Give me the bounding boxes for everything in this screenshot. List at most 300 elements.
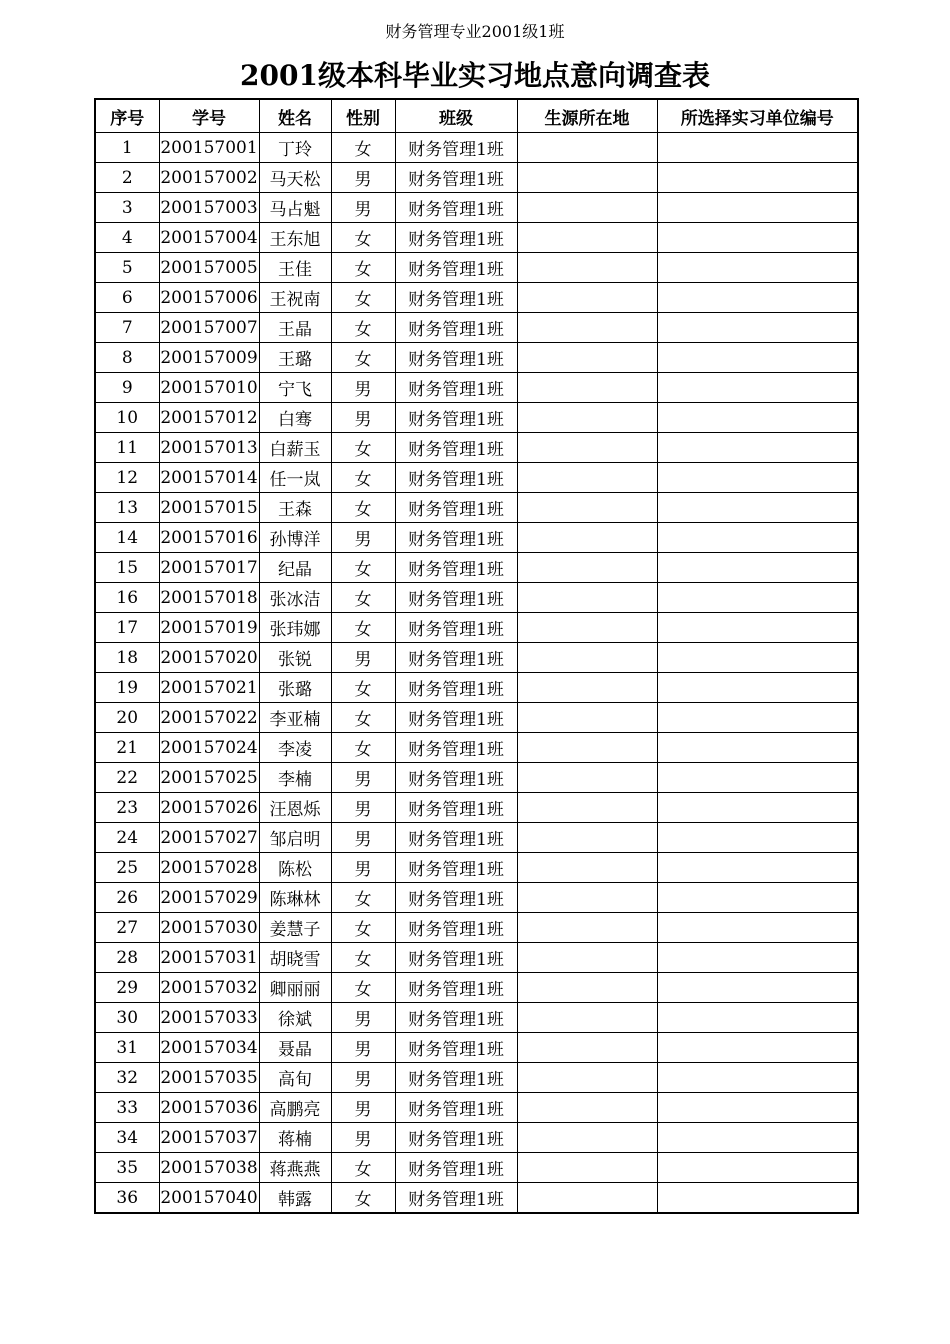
col-name-cell: 李楠 xyxy=(259,763,331,793)
col-origin-cell xyxy=(517,643,657,673)
col-name-cell: 蒋燕燕 xyxy=(259,1153,331,1183)
col-index-cell: 14 xyxy=(95,523,159,553)
col-name-cell: 陈松 xyxy=(259,853,331,883)
col-class-cell: 财务管理1班 xyxy=(395,343,517,373)
col-index-cell: 17 xyxy=(95,613,159,643)
col-gender-cell: 女 xyxy=(331,283,395,313)
col-origin-cell xyxy=(517,763,657,793)
col-name-cell: 姜慧子 xyxy=(259,913,331,943)
col-gender-cell: 男 xyxy=(331,763,395,793)
table-row xyxy=(95,463,858,493)
col-gender-cell: 男 xyxy=(331,403,395,433)
col-student-id-cell: 200157015 xyxy=(159,493,259,523)
col-name-cell: 蒋楠 xyxy=(259,1123,331,1153)
col-student-id-cell: 200157006 xyxy=(159,283,259,313)
table-row xyxy=(95,643,858,673)
col-internship-unit-cell xyxy=(657,403,858,433)
col-class-cell: 财务管理1班 xyxy=(395,1123,517,1153)
col-index-cell: 20 xyxy=(95,703,159,733)
col-origin-cell xyxy=(517,913,657,943)
col-origin-cell xyxy=(517,283,657,313)
page-title: 2001级本科毕业实习地点意向调查表 xyxy=(240,59,710,92)
col-name-cell: 宁飞 xyxy=(259,373,331,403)
col-origin-cell xyxy=(517,1003,657,1033)
col-name-cell: 孙博洋 xyxy=(259,523,331,553)
col-internship-unit-cell xyxy=(657,853,858,883)
table-row xyxy=(95,1033,858,1063)
col-internship-unit-cell xyxy=(657,1033,858,1063)
col-origin-cell xyxy=(517,583,657,613)
col-class-cell: 财务管理1班 xyxy=(395,973,517,1003)
col-student-id-cell: 200157018 xyxy=(159,583,259,613)
col-internship-unit-cell xyxy=(657,793,858,823)
col-name-cell: 王璐 xyxy=(259,343,331,373)
col-gender-cell: 男 xyxy=(331,1093,395,1123)
col-origin-cell xyxy=(517,373,657,403)
col-index-cell: 4 xyxy=(95,223,159,253)
col-index-cell: 30 xyxy=(95,1003,159,1033)
col-gender-cell: 女 xyxy=(331,343,395,373)
col-index-cell: 15 xyxy=(95,553,159,583)
col-student-id-cell: 200157029 xyxy=(159,883,259,913)
col-gender-cell: 女 xyxy=(331,733,395,763)
col-origin-cell xyxy=(517,853,657,883)
col-student-id-cell: 200157012 xyxy=(159,403,259,433)
col-class-cell: 财务管理1班 xyxy=(395,463,517,493)
col-internship-unit-cell xyxy=(657,943,858,973)
col-origin-cell xyxy=(517,883,657,913)
col-internship-unit-cell xyxy=(657,1093,858,1123)
col-class-cell: 财务管理1班 xyxy=(395,1093,517,1123)
table-row xyxy=(95,433,858,463)
col-internship-unit-cell xyxy=(657,1183,858,1214)
col-student-id-cell: 200157003 xyxy=(159,193,259,223)
table-row xyxy=(95,613,858,643)
col-class-cell: 财务管理1班 xyxy=(395,943,517,973)
table-row xyxy=(95,673,858,703)
col-index-cell: 6 xyxy=(95,283,159,313)
col-index-header: 序号 xyxy=(95,99,159,133)
col-internship-unit-cell xyxy=(657,283,858,313)
col-internship-unit-cell xyxy=(657,223,858,253)
col-gender-cell: 女 xyxy=(331,943,395,973)
col-name-cell: 汪恩烁 xyxy=(259,793,331,823)
col-gender-cell: 女 xyxy=(331,973,395,1003)
col-index-cell: 23 xyxy=(95,793,159,823)
col-student-id-cell: 200157014 xyxy=(159,463,259,493)
col-name-cell: 聂晶 xyxy=(259,1033,331,1063)
col-student-id-cell: 200157005 xyxy=(159,253,259,283)
col-gender-cell: 女 xyxy=(331,553,395,583)
table-row xyxy=(95,703,858,733)
col-internship-unit-cell xyxy=(657,583,858,613)
col-internship-unit-cell xyxy=(657,883,858,913)
col-gender-cell: 男 xyxy=(331,373,395,403)
col-origin-cell xyxy=(517,613,657,643)
col-gender-cell: 女 xyxy=(331,463,395,493)
col-student-id-cell: 200157036 xyxy=(159,1093,259,1123)
col-class-cell: 财务管理1班 xyxy=(395,553,517,583)
col-student-id-cell: 200157021 xyxy=(159,673,259,703)
col-gender-cell: 女 xyxy=(331,433,395,463)
table-row xyxy=(95,253,858,283)
col-class-cell: 财务管理1班 xyxy=(395,673,517,703)
col-gender-cell: 男 xyxy=(331,643,395,673)
col-index-cell: 9 xyxy=(95,373,159,403)
col-student-id-cell: 200157020 xyxy=(159,643,259,673)
col-index-cell: 22 xyxy=(95,763,159,793)
col-origin-cell xyxy=(517,223,657,253)
col-class-cell: 财务管理1班 xyxy=(395,823,517,853)
col-index-cell: 29 xyxy=(95,973,159,1003)
col-index-cell: 27 xyxy=(95,913,159,943)
col-origin-cell xyxy=(517,733,657,763)
col-origin-cell xyxy=(517,793,657,823)
col-index-cell: 35 xyxy=(95,1153,159,1183)
col-student-id-cell: 200157040 xyxy=(159,1183,259,1214)
col-class-cell: 财务管理1班 xyxy=(395,403,517,433)
col-student-id-cell: 200157004 xyxy=(159,223,259,253)
col-internship-unit-cell xyxy=(657,1063,858,1093)
col-class-cell: 财务管理1班 xyxy=(395,643,517,673)
col-name-cell: 白薪玉 xyxy=(259,433,331,463)
col-index-cell: 2 xyxy=(95,163,159,193)
col-student-id-cell: 200157026 xyxy=(159,793,259,823)
col-index-cell: 36 xyxy=(95,1183,159,1214)
col-student-id-cell: 200157032 xyxy=(159,973,259,1003)
col-student-id-cell: 200157007 xyxy=(159,313,259,343)
col-student-id-cell: 200157035 xyxy=(159,1063,259,1093)
col-name-cell: 王森 xyxy=(259,493,331,523)
col-name-cell: 王晶 xyxy=(259,313,331,343)
col-internship-unit-cell xyxy=(657,823,858,853)
table-row xyxy=(95,493,858,523)
col-internship-unit-cell xyxy=(657,493,858,523)
col-internship-unit-cell xyxy=(657,373,858,403)
table-row xyxy=(95,133,858,163)
col-origin-cell xyxy=(517,943,657,973)
col-gender-cell: 男 xyxy=(331,1033,395,1063)
col-name-cell: 高鹏亮 xyxy=(259,1093,331,1123)
col-gender-cell: 女 xyxy=(331,883,395,913)
col-gender-cell: 女 xyxy=(331,223,395,253)
col-class-cell: 财务管理1班 xyxy=(395,523,517,553)
table-row xyxy=(95,163,858,193)
col-gender-header: 性别 xyxy=(331,99,395,133)
col-internship-unit-cell xyxy=(657,763,858,793)
col-gender-cell: 男 xyxy=(331,163,395,193)
col-gender-cell: 女 xyxy=(331,253,395,283)
col-class-cell: 财务管理1班 xyxy=(395,883,517,913)
col-class-cell: 财务管理1班 xyxy=(395,193,517,223)
col-index-cell: 21 xyxy=(95,733,159,763)
col-student-id-cell: 200157002 xyxy=(159,163,259,193)
col-class-cell: 财务管理1班 xyxy=(395,793,517,823)
col-name-cell: 胡晓雪 xyxy=(259,943,331,973)
col-gender-cell: 女 xyxy=(331,583,395,613)
col-class-cell: 财务管理1班 xyxy=(395,763,517,793)
col-student-id-cell: 200157022 xyxy=(159,703,259,733)
table-row xyxy=(95,763,858,793)
col-student-id-cell: 200157024 xyxy=(159,733,259,763)
col-student-id-cell: 200157033 xyxy=(159,1003,259,1033)
col-internship-unit-cell xyxy=(657,193,858,223)
col-class-cell: 财务管理1班 xyxy=(395,1183,517,1214)
col-index-cell: 31 xyxy=(95,1033,159,1063)
col-student-id-cell: 200157028 xyxy=(159,853,259,883)
col-gender-cell: 女 xyxy=(331,313,395,343)
col-internship-unit-cell xyxy=(657,463,858,493)
col-index-cell: 3 xyxy=(95,193,159,223)
col-index-cell: 25 xyxy=(95,853,159,883)
col-name-cell: 邹启明 xyxy=(259,823,331,853)
col-internship-unit-cell xyxy=(657,643,858,673)
col-gender-cell: 男 xyxy=(331,193,395,223)
col-student-id-cell: 200157016 xyxy=(159,523,259,553)
col-class-header: 班级 xyxy=(395,99,517,133)
col-student-id-cell: 200157034 xyxy=(159,1033,259,1063)
col-index-cell: 8 xyxy=(95,343,159,373)
col-origin-cell xyxy=(517,1093,657,1123)
col-index-cell: 16 xyxy=(95,583,159,613)
col-name-cell: 张冰洁 xyxy=(259,583,331,613)
table-row xyxy=(95,553,858,583)
col-class-cell: 财务管理1班 xyxy=(395,703,517,733)
table-row xyxy=(95,943,858,973)
col-origin-cell xyxy=(517,703,657,733)
col-internship-unit-cell xyxy=(657,673,858,703)
col-name-cell: 王祝南 xyxy=(259,283,331,313)
table-row xyxy=(95,313,858,343)
col-origin-cell xyxy=(517,313,657,343)
col-gender-cell: 男 xyxy=(331,853,395,883)
col-index-cell: 11 xyxy=(95,433,159,463)
table-row xyxy=(95,913,858,943)
col-origin-cell xyxy=(517,1063,657,1093)
table-row xyxy=(95,1063,858,1093)
col-internship-unit-cell xyxy=(657,1123,858,1153)
col-class-cell: 财务管理1班 xyxy=(395,1033,517,1063)
col-name-cell: 丁玲 xyxy=(259,133,331,163)
table-row xyxy=(95,223,858,253)
col-origin-cell xyxy=(517,1183,657,1214)
col-student-id-header: 学号 xyxy=(159,99,259,133)
table-row xyxy=(95,193,858,223)
col-gender-cell: 女 xyxy=(331,133,395,163)
col-name-cell: 王佳 xyxy=(259,253,331,283)
col-class-cell: 财务管理1班 xyxy=(395,1063,517,1093)
col-gender-cell: 男 xyxy=(331,523,395,553)
col-class-cell: 财务管理1班 xyxy=(395,283,517,313)
col-index-cell: 33 xyxy=(95,1093,159,1123)
col-name-cell: 张璐 xyxy=(259,673,331,703)
col-class-cell: 财务管理1班 xyxy=(395,223,517,253)
col-origin-cell xyxy=(517,163,657,193)
col-student-id-cell: 200157017 xyxy=(159,553,259,583)
col-origin-cell xyxy=(517,193,657,223)
col-index-cell: 1 xyxy=(95,133,159,163)
col-index-cell: 24 xyxy=(95,823,159,853)
table-row xyxy=(95,523,858,553)
col-class-cell: 财务管理1班 xyxy=(395,373,517,403)
col-gender-cell: 女 xyxy=(331,703,395,733)
col-index-cell: 18 xyxy=(95,643,159,673)
col-index-cell: 26 xyxy=(95,883,159,913)
table-row xyxy=(95,733,858,763)
table-row xyxy=(95,883,858,913)
col-student-id-cell: 200157037 xyxy=(159,1123,259,1153)
col-origin-cell xyxy=(517,403,657,433)
col-origin-cell xyxy=(517,433,657,463)
col-origin-cell xyxy=(517,823,657,853)
col-name-cell: 徐斌 xyxy=(259,1003,331,1033)
col-index-cell: 32 xyxy=(95,1063,159,1093)
table-row xyxy=(95,403,858,433)
table-row xyxy=(95,1123,858,1153)
col-index-cell: 19 xyxy=(95,673,159,703)
col-origin-cell xyxy=(517,1033,657,1063)
col-name-cell: 任一岚 xyxy=(259,463,331,493)
col-name-cell: 纪晶 xyxy=(259,553,331,583)
col-class-cell: 财务管理1班 xyxy=(395,613,517,643)
col-gender-cell: 女 xyxy=(331,673,395,703)
col-origin-cell xyxy=(517,133,657,163)
col-student-id-cell: 200157013 xyxy=(159,433,259,463)
col-class-cell: 财务管理1班 xyxy=(395,493,517,523)
col-index-cell: 12 xyxy=(95,463,159,493)
col-internship-unit-cell xyxy=(657,523,858,553)
col-origin-header: 生源所在地 xyxy=(517,99,657,133)
col-internship-unit-header: 所选择实习单位编号 xyxy=(657,99,858,133)
col-origin-cell xyxy=(517,1153,657,1183)
col-internship-unit-cell xyxy=(657,913,858,943)
col-internship-unit-cell xyxy=(657,1003,858,1033)
col-internship-unit-cell xyxy=(657,253,858,283)
col-internship-unit-cell xyxy=(657,133,858,163)
table-row xyxy=(95,343,858,373)
col-origin-cell xyxy=(517,343,657,373)
col-student-id-cell: 200157019 xyxy=(159,613,259,643)
col-origin-cell xyxy=(517,493,657,523)
col-internship-unit-cell xyxy=(657,553,858,583)
col-index-cell: 7 xyxy=(95,313,159,343)
col-internship-unit-cell xyxy=(657,1153,858,1183)
col-internship-unit-cell xyxy=(657,733,858,763)
col-gender-cell: 男 xyxy=(331,823,395,853)
col-student-id-cell: 200157031 xyxy=(159,943,259,973)
col-origin-cell xyxy=(517,523,657,553)
col-gender-cell: 女 xyxy=(331,1183,395,1214)
col-gender-cell: 女 xyxy=(331,913,395,943)
col-origin-cell xyxy=(517,253,657,283)
col-class-cell: 财务管理1班 xyxy=(395,313,517,343)
col-name-cell: 马占魁 xyxy=(259,193,331,223)
col-student-id-cell: 200157010 xyxy=(159,373,259,403)
col-internship-unit-cell xyxy=(657,703,858,733)
col-class-cell: 财务管理1班 xyxy=(395,163,517,193)
col-student-id-cell: 200157038 xyxy=(159,1153,259,1183)
col-class-cell: 财务管理1班 xyxy=(395,913,517,943)
col-gender-cell: 女 xyxy=(331,613,395,643)
col-student-id-cell: 200157030 xyxy=(159,913,259,943)
table-row xyxy=(95,373,858,403)
page-header: 财务管理专业2001级1班 xyxy=(385,22,565,41)
table-row xyxy=(95,823,858,853)
col-gender-cell: 女 xyxy=(331,493,395,523)
col-student-id-cell: 200157025 xyxy=(159,763,259,793)
table-row xyxy=(95,583,858,613)
table-row xyxy=(95,1183,858,1214)
col-name-cell: 白骞 xyxy=(259,403,331,433)
col-class-cell: 财务管理1班 xyxy=(395,583,517,613)
col-class-cell: 财务管理1班 xyxy=(395,1153,517,1183)
col-index-cell: 34 xyxy=(95,1123,159,1153)
col-name-cell: 李亚楠 xyxy=(259,703,331,733)
col-gender-cell: 男 xyxy=(331,1123,395,1153)
col-name-cell: 张玮娜 xyxy=(259,613,331,643)
col-name-cell: 卿丽丽 xyxy=(259,973,331,1003)
col-student-id-cell: 200157001 xyxy=(159,133,259,163)
col-name-cell: 张锐 xyxy=(259,643,331,673)
col-gender-cell: 男 xyxy=(331,793,395,823)
col-name-cell: 李凌 xyxy=(259,733,331,763)
col-class-cell: 财务管理1班 xyxy=(395,1003,517,1033)
table-row xyxy=(95,283,858,313)
table-row xyxy=(95,793,858,823)
table-row xyxy=(95,1093,858,1123)
col-class-cell: 财务管理1班 xyxy=(395,853,517,883)
table-body xyxy=(95,133,858,1214)
col-origin-cell xyxy=(517,673,657,703)
col-student-id-cell: 200157009 xyxy=(159,343,259,373)
col-name-header: 姓名 xyxy=(259,99,331,133)
col-name-cell: 王东旭 xyxy=(259,223,331,253)
col-gender-cell: 女 xyxy=(331,1153,395,1183)
col-name-cell: 韩露 xyxy=(259,1183,331,1214)
col-class-cell: 财务管理1班 xyxy=(395,133,517,163)
survey-table xyxy=(94,98,859,1214)
col-gender-cell: 男 xyxy=(331,1063,395,1093)
col-student-id-cell: 200157027 xyxy=(159,823,259,853)
col-index-cell: 13 xyxy=(95,493,159,523)
col-internship-unit-cell xyxy=(657,343,858,373)
col-class-cell: 财务管理1班 xyxy=(395,253,517,283)
col-gender-cell: 男 xyxy=(331,1003,395,1033)
col-internship-unit-cell xyxy=(657,163,858,193)
header-row xyxy=(95,99,858,133)
table-row xyxy=(95,1003,858,1033)
col-origin-cell xyxy=(517,973,657,1003)
col-index-cell: 10 xyxy=(95,403,159,433)
col-internship-unit-cell xyxy=(657,313,858,343)
col-index-cell: 28 xyxy=(95,943,159,973)
col-origin-cell xyxy=(517,1123,657,1153)
table-row xyxy=(95,973,858,1003)
col-origin-cell xyxy=(517,463,657,493)
col-class-cell: 财务管理1班 xyxy=(395,433,517,463)
col-internship-unit-cell xyxy=(657,613,858,643)
table-row xyxy=(95,1153,858,1183)
col-name-cell: 陈琳林 xyxy=(259,883,331,913)
col-internship-unit-cell xyxy=(657,433,858,463)
col-index-cell: 5 xyxy=(95,253,159,283)
col-origin-cell xyxy=(517,553,657,583)
col-name-cell: 高旬 xyxy=(259,1063,331,1093)
col-class-cell: 财务管理1班 xyxy=(395,733,517,763)
col-name-cell: 马天松 xyxy=(259,163,331,193)
col-internship-unit-cell xyxy=(657,973,858,1003)
table-row xyxy=(95,853,858,883)
